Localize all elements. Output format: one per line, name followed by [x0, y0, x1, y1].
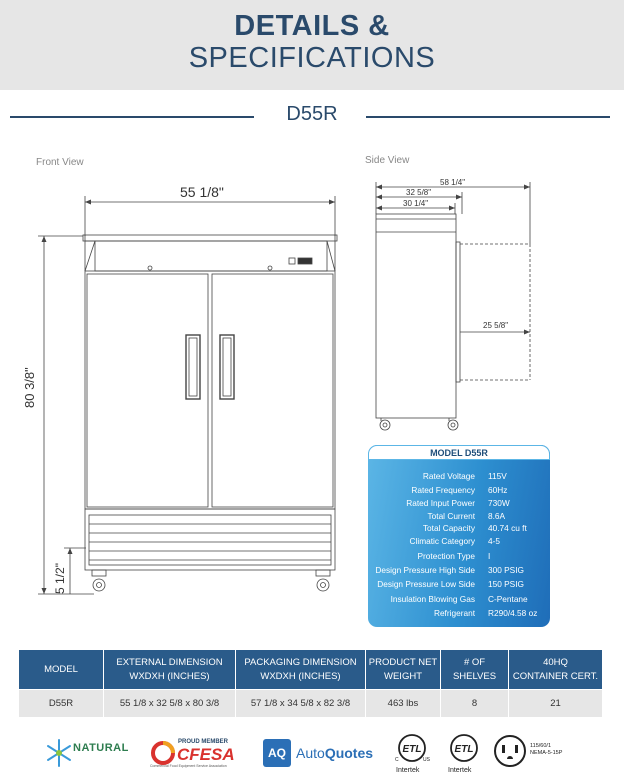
- spec-row: [368, 498, 550, 510]
- dim-side-total: 58 1/4": [440, 178, 466, 187]
- header-line: WEIGHT: [384, 670, 422, 682]
- dim-front-height: 80 3/8": [22, 367, 37, 408]
- spec-row: [368, 523, 550, 535]
- cfesa-ring-icon: [150, 740, 176, 766]
- front-top-panel: [95, 241, 327, 271]
- spec-value: R290/4.58 oz: [488, 608, 538, 618]
- table-cell: 55 1/8 x 32 5/8 x 80 3/8: [104, 690, 236, 718]
- intertek-text: Intertek: [396, 767, 420, 774]
- header-title-line1: DETAILS &: [234, 10, 390, 42]
- plug-nema-text: NEMA-5-15P: [530, 750, 563, 756]
- header-line: SHELVES: [452, 670, 497, 682]
- spec-row: [368, 485, 550, 497]
- etl-mark-icon: [444, 733, 484, 765]
- plug-icon: [492, 733, 528, 769]
- autoquotes-text: [296, 745, 373, 761]
- table-row: [19, 690, 603, 718]
- spec-label: Total Current: [427, 511, 475, 521]
- etl-mark-text: ETL: [402, 744, 422, 755]
- header-line: # OF: [463, 656, 486, 668]
- table-header-container: [509, 650, 603, 690]
- front-view-label: Front View: [36, 157, 84, 168]
- spec-value: I: [488, 551, 491, 561]
- etl-mark-text: ETL: [454, 744, 474, 755]
- spec-value: C-Pentane: [488, 594, 528, 604]
- spec-label: Total Capacity: [422, 523, 475, 533]
- spec-row: [368, 565, 550, 577]
- spec-value: 4-5: [488, 536, 500, 546]
- product-info-table: [18, 649, 603, 718]
- table-cell: 463 lbs: [366, 690, 441, 718]
- header-title-line2: SPECIFICATIONS: [188, 42, 436, 74]
- spec-value: 115V: [488, 471, 507, 481]
- autoquotes-logo: [263, 739, 385, 769]
- table-cell: D55R: [19, 690, 104, 718]
- spec-label: Design Pressure Low Side: [377, 579, 475, 589]
- side-view-label: Side View: [365, 155, 410, 166]
- dim-side-door: 25 5/8": [483, 321, 509, 330]
- etl-logo: [444, 733, 484, 779]
- spec-panel-title: MODEL D55R: [368, 445, 550, 460]
- spec-label: Design Pressure High Side: [375, 565, 475, 575]
- snowflake-icon: [46, 738, 72, 768]
- spec-row: [368, 536, 550, 548]
- header-line: WXDXH (INCHES): [129, 670, 210, 682]
- front-cabinet: [85, 271, 335, 509]
- cfesa-sub-text: Commercial Food Equipment Service Association: [150, 764, 227, 768]
- spec-row: [368, 608, 550, 620]
- spec-label: Insulation Blowing Gas: [390, 594, 475, 604]
- header-line: EXTERNAL DIMENSION: [116, 656, 223, 668]
- front-right-door: [212, 274, 333, 507]
- side-cabinet: [376, 214, 456, 418]
- table-header-packaging: [236, 650, 366, 690]
- table-header-row: [19, 650, 603, 690]
- dim-side-depth1: 32 5/8": [406, 188, 432, 197]
- plug-rating-text: 115/60/1: [530, 743, 552, 749]
- nema-plug-logo: [492, 733, 602, 771]
- spec-label: Rated Voltage: [422, 471, 475, 481]
- spec-row: [368, 579, 550, 591]
- spec-label: Refrigerant: [433, 608, 475, 618]
- table-header-model: [19, 650, 104, 690]
- spec-row: [368, 551, 550, 563]
- front-left-door: [87, 274, 208, 507]
- etl-c-us-logo: [392, 733, 432, 779]
- cfesa-proud-text: PROUD MEMBER: [178, 739, 229, 745]
- natural-logo-text: NATURAL: [73, 742, 129, 754]
- header-line: MODEL: [44, 663, 78, 675]
- dim-front-width: 55 1/8": [180, 184, 224, 200]
- header-line: WXDXH (INCHES): [260, 670, 341, 682]
- cfesa-logo: [150, 736, 258, 770]
- spec-row: [368, 511, 550, 523]
- table-cell: 57 1/8 x 34 5/8 x 82 3/8: [236, 690, 366, 718]
- table-cell: 21: [509, 690, 603, 718]
- spec-row: [368, 594, 550, 606]
- header-line: PACKAGING DIMENSION: [244, 656, 357, 668]
- spec-panel: [368, 445, 550, 627]
- autoquotes-auto: Auto: [296, 745, 325, 761]
- model-title: D55R: [286, 103, 338, 125]
- table-header-external: [104, 650, 236, 690]
- spec-label: Rated Input Power: [406, 498, 475, 508]
- spec-value: 300 PSIG: [488, 565, 524, 575]
- natural-refrigerant-logo: [46, 736, 146, 770]
- spec-value: 8.6A: [488, 511, 506, 521]
- table-cell: 8: [441, 690, 509, 718]
- aq-badge: AQ: [263, 739, 291, 767]
- spec-value: 60Hz: [488, 485, 508, 495]
- spec-value: 40.74 cu ft: [488, 523, 527, 533]
- table-header-weight: [366, 650, 441, 690]
- front-top-cap: [83, 235, 337, 241]
- spec-label: Protection Type: [417, 551, 475, 561]
- dim-side-depth2: 30 1/4": [403, 199, 429, 208]
- intertek-text: Intertek: [448, 767, 472, 774]
- header-line: 40HQ: [543, 656, 568, 668]
- header-line: PRODUCT NET: [368, 656, 438, 668]
- front-base: [85, 509, 335, 570]
- cfesa-name-text: CFESA: [177, 745, 235, 764]
- spec-label: Rated Frequency: [411, 485, 475, 495]
- us-mark-text: US: [423, 757, 430, 763]
- autoquotes-quotes: Quotes: [324, 745, 374, 761]
- table-header-shelves: [441, 650, 509, 690]
- spec-value: 150 PSIG: [488, 579, 524, 589]
- spec-label: Climatic Category: [409, 536, 475, 546]
- dim-front-base: 5 1/2": [53, 563, 67, 594]
- etl-mark-icon: [392, 733, 432, 765]
- header-line: CONTAINER CERT.: [512, 670, 599, 682]
- spec-row: [368, 471, 550, 483]
- c-mark-text: C: [395, 757, 399, 763]
- spec-value: 730W: [488, 498, 510, 508]
